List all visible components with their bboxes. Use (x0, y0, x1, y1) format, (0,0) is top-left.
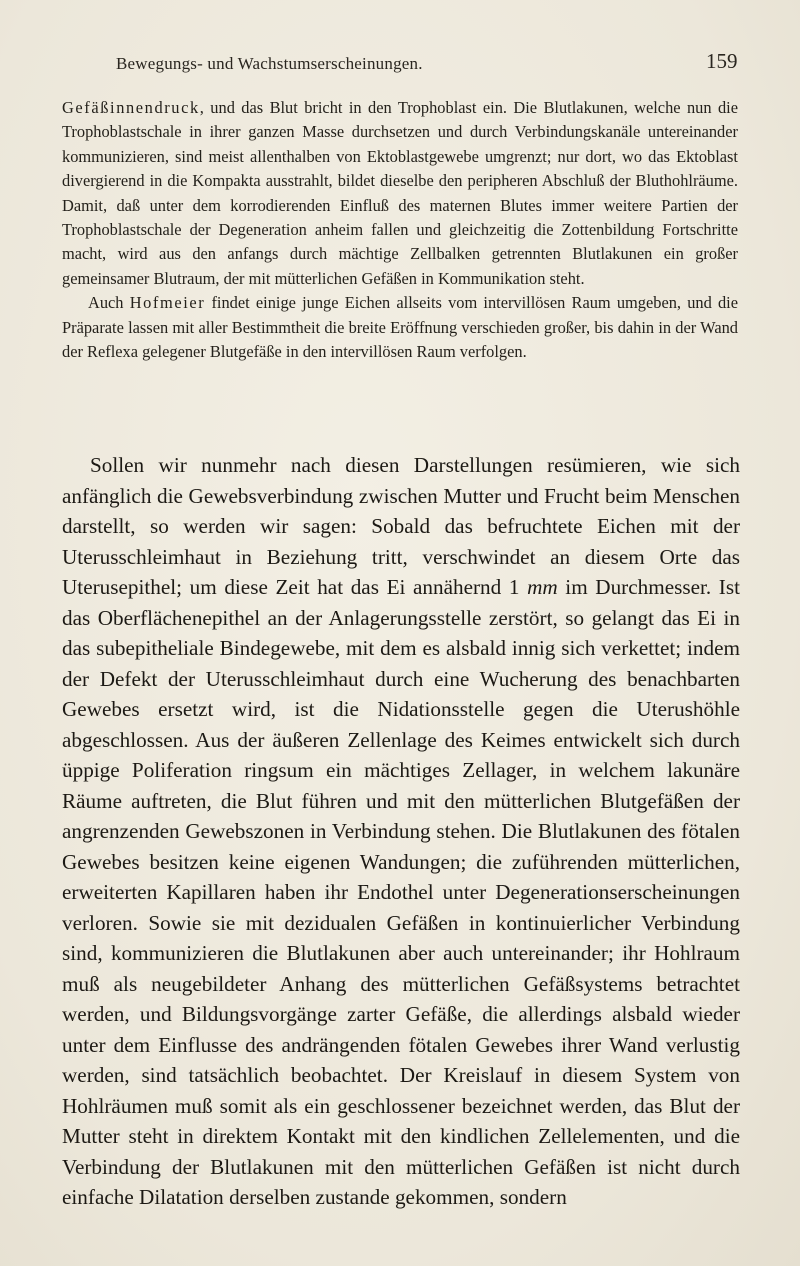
paragraph-text: im Durchmesser. Ist das Oberflächenepithel an der Anlagerungsstelle zerstört, so gelangt das Ei in das subepitheliale Bindegewebe, mit dem es alsbald innig sich verkettet; indem der Defekt der Uterusschleimhaut durch eine Wucherung des benachbarten Gewebes ersetzt wird, ist die Nidationsstelle gegen die Uterushöhle abgeschlossen. Aus der äußeren Zellenlage des Keimes entwickelt sich durch üppige Poliferation ringsum ein mächtiges Zellager, in welchem lakunäre Räume auftreten, die Blut führen und mit den mütterlichen Blutgefäßen der angrenzenden Gewebszonen in Verbindung stehen. Die Blutlakunen des fötalen Gewebes besitzen keine eigenen Wandungen; die zuführenden mütterlichen, erweiterten Kapillaren haben ihr Endothel unter Degenerationserscheinungen verloren. Sowie sie mit dezidualen Gefäßen in kontinuierlicher Verbindung sind, kommunizieren die Blutlakunen aber auch untereinander; ihr Hohlraum muß als neugebildeter Anhang des mütterlichen Gefäßsystems betrachtet werden, und Bildungsvorgänge zarter Gefäße, die allerdings alsbald wieder unter dem Einflusse des andrängenden fötalen Gewebes ihrer Wand verlustig werden, sind tatsächlich beobachtet. Der Kreislauf in diesem System von Hohlräumen muß somit als ein geschlossener bezeichnet werden, das Blut der Mutter steht in direktem Kontakt mit den kindlichen Zellelementen, und die Verbindung der Blutlakunen mit den mütterlichen Gefäßen ist nicht durch einfache Dilatation derselben zustande gekommen, sondern (62, 575, 740, 1209)
small-paragraph-2 (62, 291, 738, 364)
page-number: 159 (706, 49, 738, 73)
paragraph-text: Sollen wir nunmehr nach diesen Darstellungen resümieren, wie sich anfänglich die Gewebsverbindung zwischen Mutter und Frucht beim Menschen darstellt, so werden wir sagen: Sobald das befruchtete Eichen mit der Uterusschleimhaut in Beziehung tritt, verschwindet an diesem Orte das Uterusepithel; um diese Zeit hat das Ei annähernd 1 (62, 453, 740, 599)
running-header: Bewegungs- und Wachstumserscheinungen. (116, 54, 423, 73)
paragraph-text: , und das Blut bricht in den Trophoblast ein. Die Blutlakunen, welche nun die Trophoblastschale in ihrer ganzen Masse durchsetzen und durch Verbindungskanäle untereinander kommunizieren, sind meist allenthalben von Ektoblastgewebe umgrenzt; nur dort, wo das Ektoblast divergierend in die Kompakta ausstrahlt, bildet dieselbe den peripheren Abschluß der Bluthohlräume. Damit, daß unter dem korrodierenden Einfluß des maternen Blutes immer weitere Partien der Trophoblastschale der Degeneration anheim fallen und gleichzeitig die Zottenbildung Fortschritte macht, wird aus den anfangs durch mächtige Zellbalken getrennten Blutlakunen ein großer gemeinsamer Blutraum, der mit mütterlichen Gefäßen in Kommunikation steht. (62, 98, 738, 288)
main-text-section (62, 450, 740, 1213)
paragraph-prefix: Auch (88, 293, 130, 313)
paragraph-text: findet einige junge Eichen allseits vom intervillösen Raum umgeben, und die Präparate lassen mit aller Bestimmtheit die breite Eröffnung verschieden großer, bis dahin in der Wand der Reflexa gelegener Blutgefäße in den intervillösen Raum verfolgen. (62, 293, 738, 362)
unit-mm: mm (527, 575, 558, 599)
small-paragraph-1 (62, 96, 738, 291)
main-paragraph (62, 450, 740, 1213)
emphasized-term: Gefäßinnendruck (62, 98, 200, 117)
author-name: Hofmeier (129, 293, 206, 313)
small-print-section (62, 96, 738, 364)
